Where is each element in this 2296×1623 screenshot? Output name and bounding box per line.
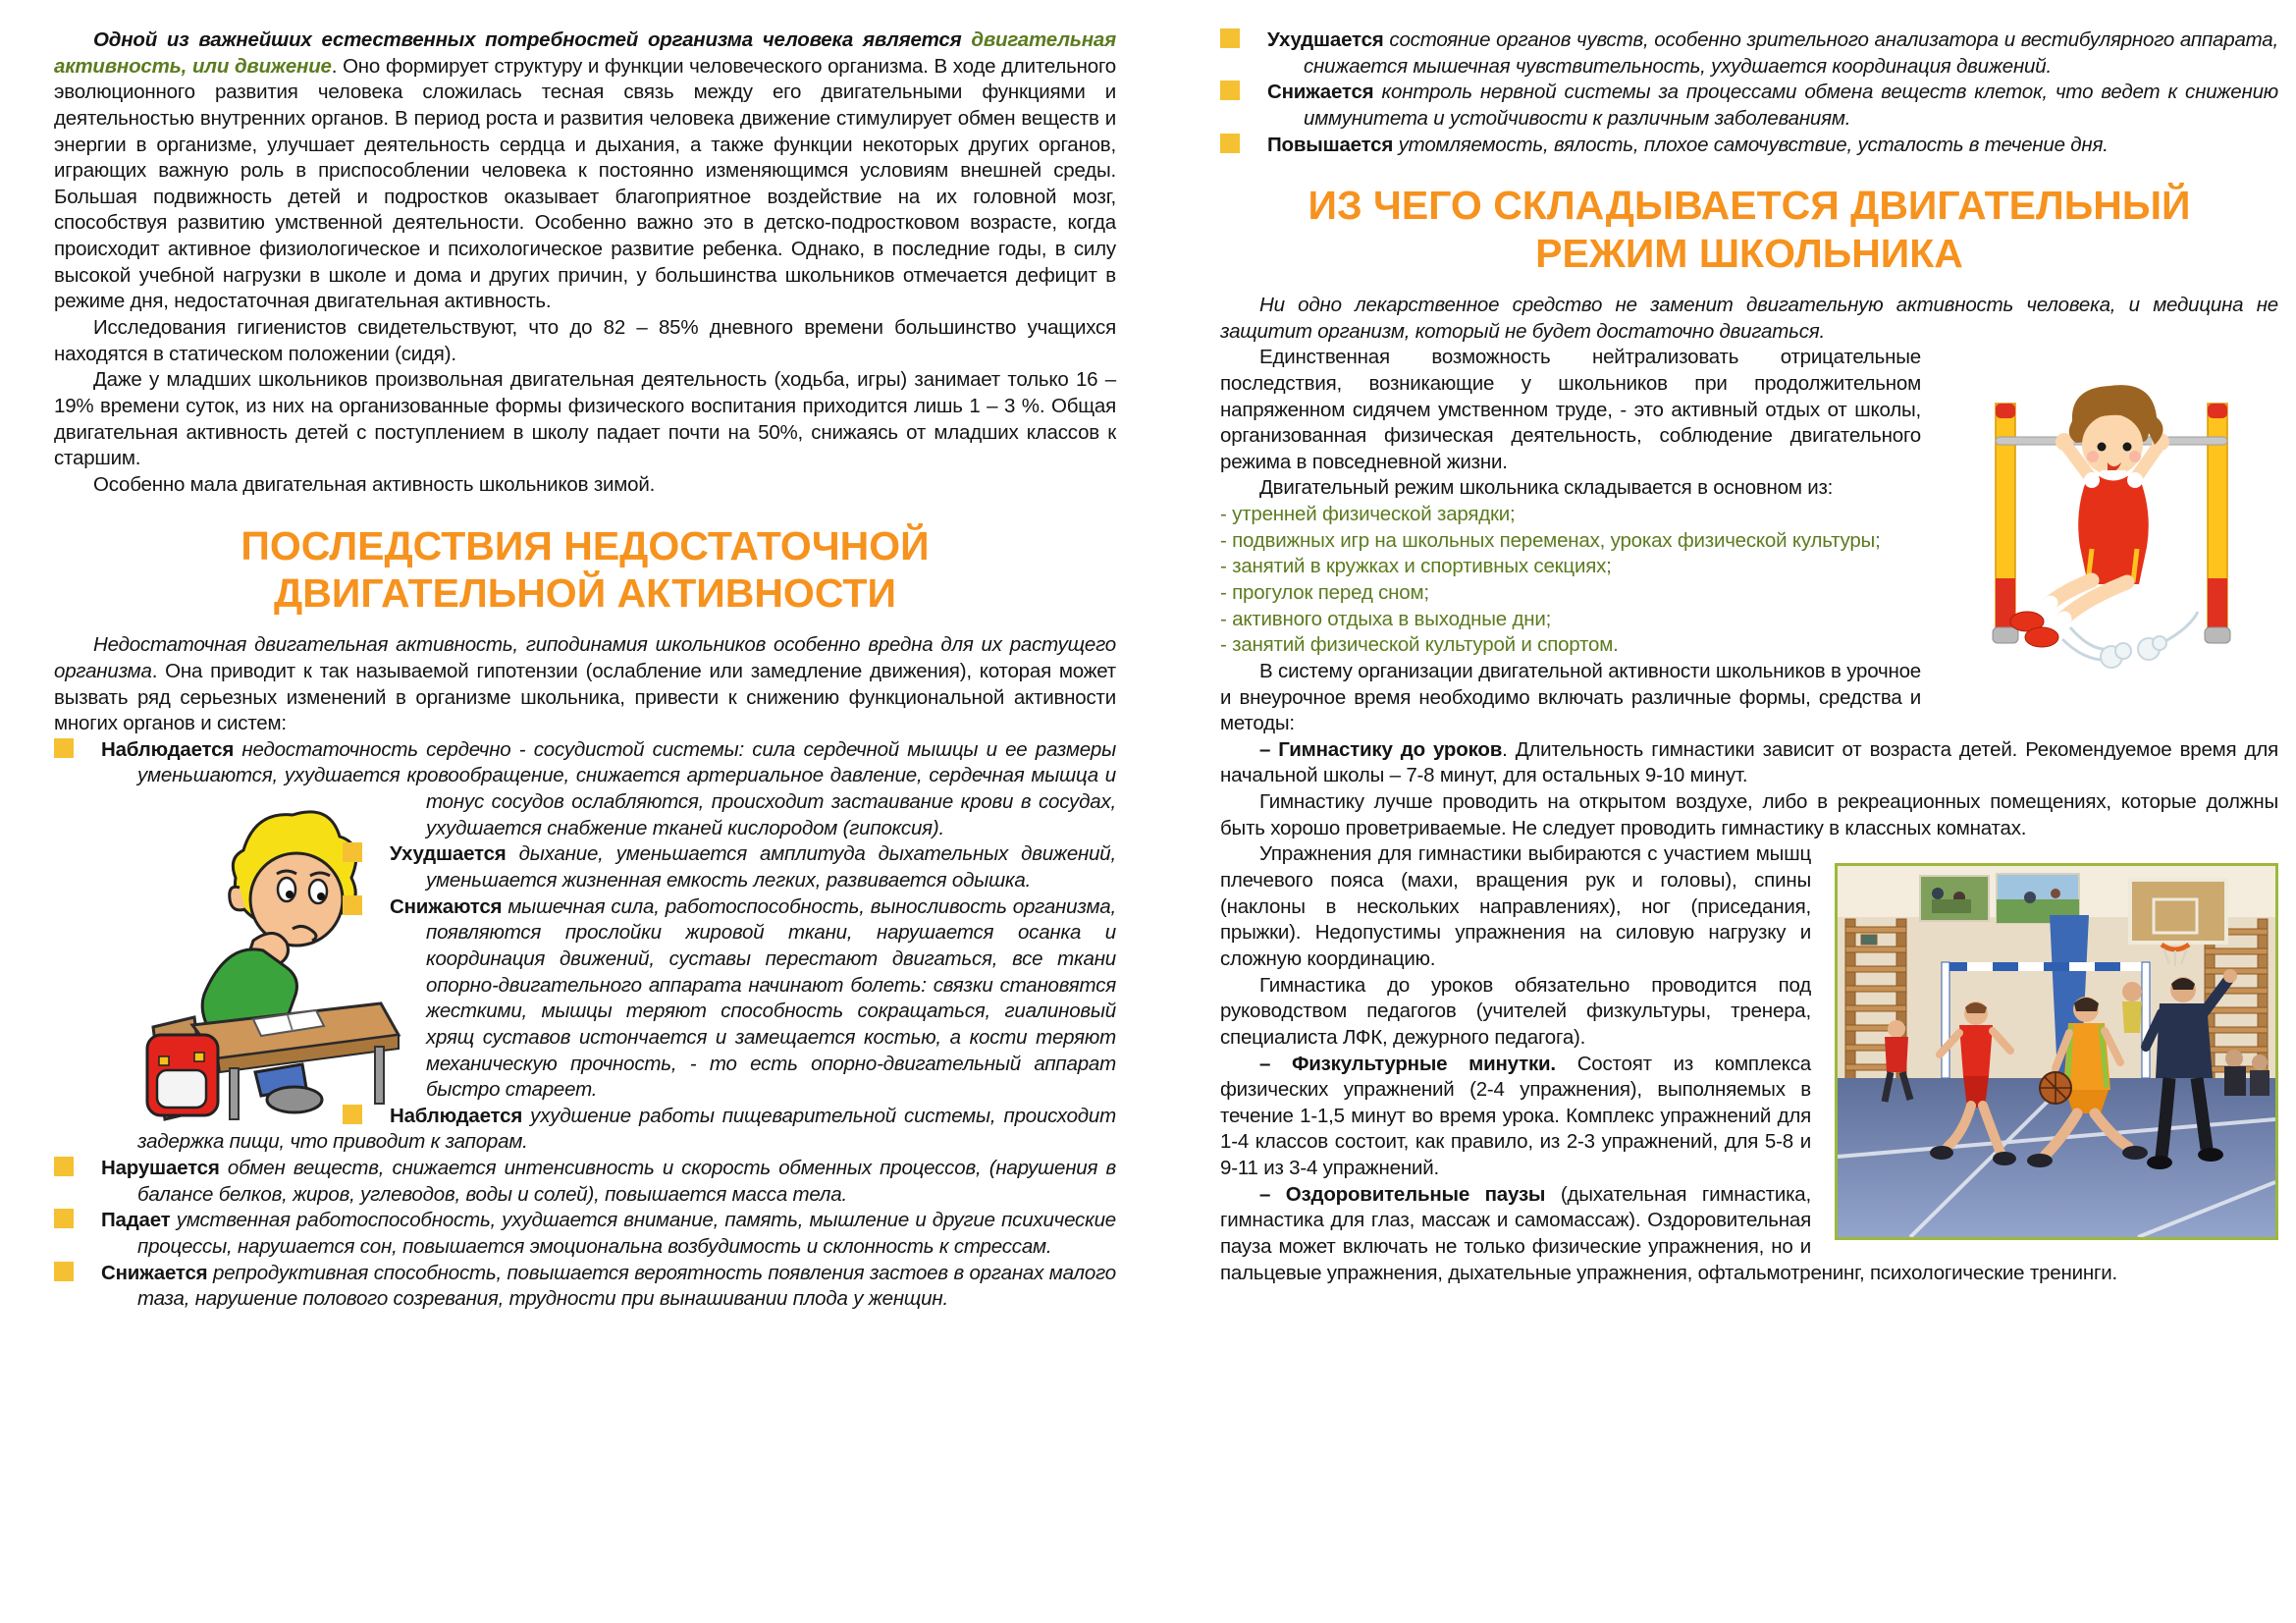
heading-line: ИЗ ЧЕГО СКЛАДЫВАЕТСЯ ДВИГАТЕЛЬНЫЙ (1308, 183, 2191, 229)
boy (202, 812, 356, 1035)
bullet-text: обмен веществ, снижается интенсивность и скорость обменных процессов, (нарушения в балансе белков, жиров, углеводов, воды и солей), повышается масса тела. (137, 1157, 1116, 1206)
bullet-item-metabolism (54, 1156, 1116, 1208)
sock (2053, 619, 2064, 627)
bullet-keyword: Падает (101, 1209, 171, 1232)
blush (2087, 451, 2099, 462)
bullet-text: умственная работоспособность, ухудшается внимание, память, мышление и другие психические процессы, нарушается сон, повышается эмоциональна возбудимость и склонность к стрессам. (137, 1209, 1116, 1259)
exercises-paragraph (1220, 841, 2278, 972)
guided-paragraph: Гимнастика до уроков обязательно проводится под руководством педагогов (учителей физкультуры, тренера, специалиста ЛФК, дежурного педагога). (1220, 973, 1811, 1049)
section-heading-consequences (54, 522, 1116, 618)
bullet-square-icon (343, 895, 362, 915)
bullet-text: репродуктивная способность, повышается вероятность появления застоев в органах малого таза, нарушение полового созревания, трудности при вынашивании плода у женщин. (137, 1261, 1116, 1311)
backpack (147, 1035, 218, 1115)
intro-body-text: . Оно формирует структуру и функции человеческого организма. В ходе длительного эволюционного развития человека сложилась тесная связь между его двигательными функциями и деятельностью внутренних органов. В период роста и развития человека движение стимулирует обмен веществ и энергии в организме, улучшает деятельность сердца и дыхания, а также функции некоторых других органов, играющих важную роль в приспособлении человека к постоянно изменяющимся условиям внешней среды. Большая подвижность детей и подростков оказывает благоприятное воздействие на их головной мозг, способствуя развитию умственной деятельности. Особенно важно это в детско-подростковом возрасте, когда происходит активное физиологическое и психологическое развитие ребенка. Однако, в последние годы, в силу высокой учебной нагрузки в школе и дома и других причин, у большинства школьников отмечается дефицит в режиме дня, недостаточная двигательная активность. (54, 54, 1116, 313)
regime-intro-paragraph: Двигательный режим школьника складывается в основном из: (1259, 476, 1834, 500)
bullet-keyword: Повышается (1267, 133, 1394, 156)
only-way-paragraph (1220, 345, 2278, 475)
heading-line: ПОСЛЕДСТВИЯ НЕДОСТАТОЧНОЙ (240, 522, 930, 568)
bullet-keyword: Ухудшается (390, 842, 507, 866)
left-column (54, 27, 1116, 1313)
bullet-text: ухудшается снабжение тканей кислородом (гипоксия). (426, 816, 945, 839)
bullet-text: мышечная сила, работоспособность, выносливость организма, появляются прослойки жировой ткани, нарушается осанка и координация движений, суставы перестают двигаться, все ткани опорно-двигательного аппарата начинают болеть: связки становятся жесткими, мышцы теряют способность сокращаться, гиалиновый хрящ суставов истончается и замещается костью, а кости теряют механическую прочность, - то есть опорно-двигательный аппарат быстро стареет. (426, 894, 1116, 1102)
bullet-item-senses (1220, 27, 2278, 80)
gym-photo-drawing (1838, 866, 2275, 1237)
right-column (1220, 27, 2278, 1286)
horizontal-bar-drawing (1945, 345, 2278, 683)
bullet-text: утомляемость, вялость, плохое самочувствие, усталость в течение дня. (1393, 133, 2109, 156)
younger-pupils-paragraph: Даже у младших школьников произвольная двигательная деятельность (ходьба, игры) занимает только 16 – 19% времени суток, из них на организованные формы физического воспитания приходится лишь 1 – 3 %. Общая двигательная активность детей с поступлением в школу падает почти на 50%, снижаясь от младших классов к старшим. (54, 368, 1116, 470)
bullet-square-icon (1220, 28, 1240, 48)
health-pauses-keyword: – Оздоровительные паузы (1259, 1182, 1546, 1206)
bullet-square-icon (54, 738, 74, 758)
gymnast-illustration (1945, 345, 2278, 683)
medicine-paragraph (1220, 293, 2278, 345)
face (250, 853, 343, 946)
intro-paragraph (54, 27, 1116, 315)
sock (2039, 603, 2051, 612)
bullet-item-cardio (54, 737, 1116, 842)
bullet-text: недостаточность сердечно - сосудистой системы: сила сердечной мышцы и ее размеры уменьшаются, ухудшается кровообращение, снижается артериальное давление, сердечная мышца и тонус сосудов ослабляются, происходит застаивание крови в сосудах, (137, 737, 1116, 814)
legs (255, 1064, 322, 1112)
bullet-keyword: Снижается (1267, 81, 1374, 104)
bullet-text: контроль нервной системы за процессами обмена веществ клеток, что ведет к снижению иммунитета и устойчивости к различным заболеваниям. (1304, 81, 2278, 130)
desk-leg (375, 1047, 384, 1104)
research-paragraph: Исследования гигиенистов свидетельствуют, что до 82 – 85% дневного времени большинство учащихся находятся в статическом положении (сидя). (54, 316, 1116, 365)
regime-list-item: - активного отдыха в выходные дни; (1220, 607, 1552, 630)
only-way-text: Единственная возможность нейтрализовать отрицательные последствия, возникающие у школьников при продолжительном напряженном сидячем умственном труде, - это активный отдых от школы, организованная физическая деятельность, соблюдение двигательного режима в повседневной жизни. (1220, 346, 1921, 473)
bullet-item-fatigue (1220, 133, 2278, 159)
phys-minutes-keyword: – Физкультурные минутки. (1259, 1052, 1556, 1075)
bullet-item-mental (54, 1208, 1116, 1260)
bullet-item-reproductive (54, 1261, 1116, 1313)
lead-rest-text: . Она приводит к так называемой гипотензии (ослабление или замедление движения), которая может вызвать ряд серьезных изменений в организме школьника, привести к снижению функциональной активности многих органов и систем: (54, 659, 1116, 735)
intro-highlight-text: двигательная активность, или движение (54, 28, 1116, 78)
gym-before-lessons-paragraph (1220, 737, 2278, 789)
bullet-keyword: Нарушается (101, 1157, 220, 1180)
regime-list-item: - утренней физической зарядки; (1220, 503, 1516, 526)
motion-puffs (2062, 612, 2198, 668)
regime-list-item: - прогулок перед сном; (1220, 581, 1429, 604)
bullet-square-icon (54, 1262, 74, 1281)
bullet-square-icon (1220, 134, 1240, 153)
bullet-square-icon (54, 1209, 74, 1228)
phys-minutes-text: Состоят из комплекса физических упражнений (2-4 упражнения), выполняемых в течение 1-1,5 минут во время урока. Комплекс упражнений для 1-4 классов состоит, как правило, из 2-3 упражнений, для 5-8 и 9-11 из 3-4 упражнений. (1220, 1052, 1811, 1180)
heading-line: РЕЖИМ ШКОЛЬНИКА (1535, 230, 1963, 276)
bullet-keyword: Снижается (101, 1261, 208, 1284)
medicine-italic-text: Ни одно лекарственное средство не заменит двигательную активность человека, и медицина не защитит организм, который не будет достаточно двигаться. (1220, 293, 2278, 343)
wall-box (1861, 935, 1877, 945)
lead-italic-text: Недостаточная двигательная активность, гиподинамия школьников особенно вредна для их растущего организма (54, 633, 1116, 682)
bullet-item-nervous-system (1220, 80, 2278, 132)
hypodynamia-lead-paragraph (54, 632, 1116, 737)
bullet-square-icon (343, 1105, 362, 1124)
bullet-square-icon (1220, 81, 1240, 100)
gym-photo (1835, 863, 2278, 1240)
shoe (267, 1087, 322, 1112)
heading-line: ДВИГАТЕЛЬНОЙ АКТИВНОСТИ (274, 569, 896, 616)
blush (2129, 451, 2141, 462)
outdoor-paragraph: Гимнастику лучше проводить на открытом воздухе, либо в рекреационных помещениях, которые должны быть хорошо проветриваемые. Не следует проводить гимнастику в классных комнатах. (1220, 790, 2278, 839)
exercises-text: Упражнения для гимнастики выбираются с участием мышц плечевого пояса (махи, вращения рук и головы), спины (наклоны в нескольких направлениях), ног (приседания, прыжки). Недопустимы упражнения на силовую нагрузку и сложную координацию. (1220, 842, 1811, 970)
gym-before-text: . Длительность гимнастики зависит от возраста детей. Рекомендуемое время для начальной школы – 7-8 минут, для остальных 9-10 минут. (1220, 737, 2278, 787)
sleeve-cuff (2127, 472, 2143, 488)
section-heading-regime (1220, 182, 2278, 277)
regime-list-item: - занятий физической культурой и спортом. (1220, 633, 1619, 657)
winter-paragraph: Особенно мала двигательная активность школьников зимой. (93, 472, 656, 496)
bullet-keyword: Ухудшается (1267, 28, 1384, 51)
system-paragraph: В систему организации двигательной активности школьников в урочное и внеурочное время необходимо включать различные формы, средства и методы: (1220, 659, 1921, 735)
bullet-keyword: Наблюдается (101, 737, 235, 761)
sleeve-cuff (2084, 472, 2100, 488)
bullet-square-icon (54, 1157, 74, 1176)
bullet-keyword: Снижаются (390, 894, 503, 918)
desk-leg (230, 1068, 239, 1119)
bullet-square-icon (343, 842, 362, 862)
regime-list-item: - занятий в кружках и спортивных секциях; (1220, 555, 1612, 578)
gym-before-keyword: – Гимнастику до уроков (1259, 737, 1503, 761)
bullet-text: ухудшение работы пищеварительной системы, происходит задержка пищи, что приводит к запорам. (137, 1104, 1116, 1154)
intro-lead-text: Одной из важнейших естественных потребностей организма человека является (93, 28, 972, 51)
shoe (2025, 627, 2058, 647)
bullet-text: состояние органов чувств, особенно зрительного анализатора и вестибулярного аппарата, снижается мышечная чувствительность, ухудшается координация движений. (1304, 28, 2278, 78)
bullet-text: дыхание, уменьшается амплитуда дыхательных движений, уменьшается жизненная емкость легких, развивается одышка. (426, 842, 1116, 893)
regime-list-item: - подвижных игр на школьных переменах, уроках физической культуры; (1220, 528, 1881, 552)
gymnast-boy (2010, 385, 2169, 647)
backpack-pocket (157, 1070, 206, 1108)
bullet-keyword: Наблюдается (390, 1104, 523, 1127)
health-pauses-text: (дыхательная гимнастика, гимнастика для глаз, массаж и самомассаж). Оздоровительная пауза может включать не только физические упражнения, но и пальцевые упражнения, дыхательные упражнения, офтальмотренинг, психологические тренинги. (1220, 1182, 2117, 1284)
face (2082, 414, 2143, 475)
